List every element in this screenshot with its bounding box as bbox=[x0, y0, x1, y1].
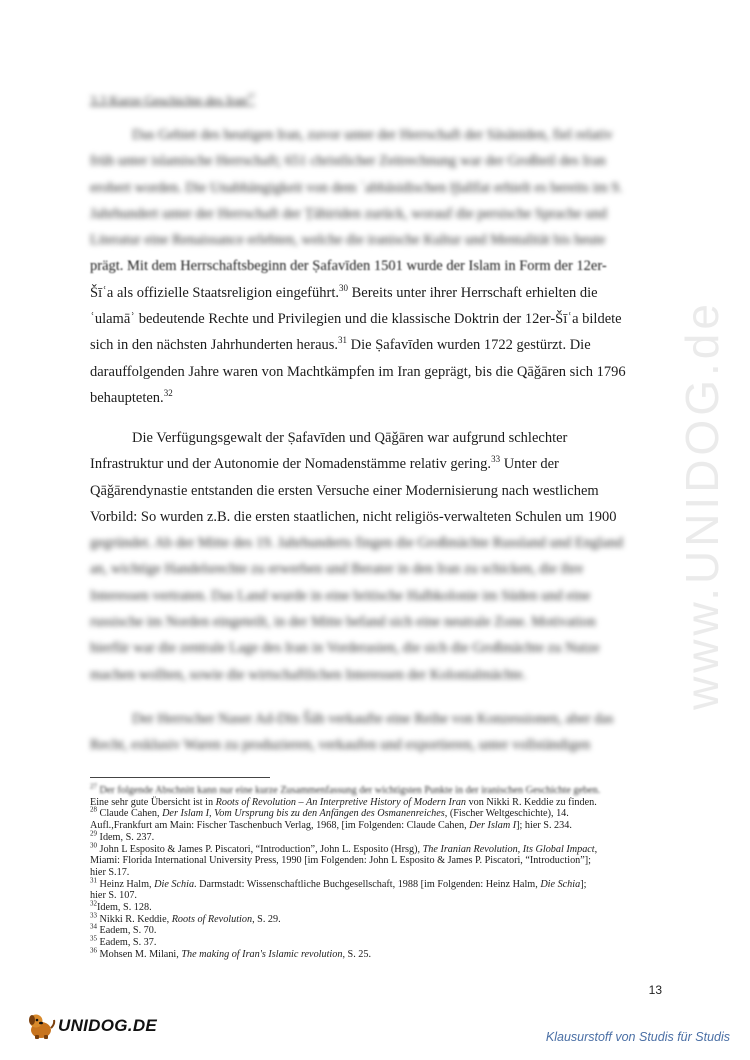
text-line: gegründet. Ab der Mitte des 19. Jahrhunderts fingen die Großmächte Russland und England bbox=[90, 535, 624, 552]
footnote-title: Der Islam I bbox=[469, 820, 517, 832]
footnote-text: Eadem, S. 70. bbox=[97, 925, 157, 937]
footnote-line bbox=[90, 829, 670, 844]
footnote-separator bbox=[90, 777, 270, 778]
footnote-text: Mohsen M. Milani, bbox=[97, 948, 182, 960]
footnote-text: John L Esposito & James P. Piscatori, “Introduction”, John L. Esposito (Hrsg), bbox=[97, 843, 423, 855]
footnote-line bbox=[90, 934, 670, 949]
paragraph-2-blurred bbox=[90, 530, 658, 688]
logo-text: UNIDOG.DE bbox=[58, 1016, 158, 1035]
dog-icon bbox=[26, 1012, 56, 1040]
text-line: Vorbild: So wurden z.B. die ersten staatlichen, nicht religiös-verwalteten Schulen um 1900 bbox=[90, 508, 617, 525]
footnote-title: The Iranian Revolution, Its Global Impact bbox=[422, 843, 595, 855]
footnote-number: 31 bbox=[90, 876, 97, 885]
footnote-text: ]; bbox=[580, 878, 587, 890]
paragraph-2-clear bbox=[90, 425, 658, 530]
footnote-number: 35 bbox=[90, 934, 97, 943]
footnote-text: Miami: Florida International University Press, 1990 [im Folgenden: John L Esposito & James P. Piscatori, “Introduction”]; bbox=[90, 855, 592, 867]
text-line: Recht, exklusiv Waren zu produzieren, verkaufen und exportieren, unter vollständigen bbox=[90, 737, 591, 754]
text-line: Der Herrscher Naser Ad-Dīn Šāh verkaufte eine Reihe von Konzessionen, aber das bbox=[132, 711, 614, 727]
footnote-text: Claude Cahen, bbox=[97, 808, 163, 820]
footnote-line bbox=[90, 890, 670, 902]
footnotes bbox=[90, 782, 670, 961]
paragraph-2 bbox=[90, 425, 658, 688]
text-line: Das Gebiet des heutigen Iran, zuvor unter der Herrschaft der Sāsāniden, fiel relativ bbox=[132, 127, 613, 143]
footnote-text: Nikki R. Keddie, bbox=[97, 913, 172, 925]
footnote-text: Eine sehr gute Übersicht ist in bbox=[90, 796, 216, 808]
page-number: 13 bbox=[648, 983, 662, 997]
footnote-line bbox=[90, 876, 670, 891]
footnote-text: , S. 25. bbox=[342, 948, 372, 960]
footnote-number: 29 bbox=[90, 829, 97, 838]
paragraph-3 bbox=[90, 706, 658, 759]
footnote-text: Aufl.,Frankfurt am Main: Fischer Taschenbuch Verlag, 1968, [im Folgenden: Claude Cahen, bbox=[90, 820, 470, 832]
text-line: Jahrhundert unter der Herrschaft der Ṭāhiriden zurück, worauf die persische Sprache und bbox=[90, 205, 607, 222]
footnote-line bbox=[90, 797, 670, 809]
footnote-title: Der Islam I, Vom Ursprung bis zu den Anfängen des Osmanenreiches bbox=[162, 808, 445, 820]
footnote-line bbox=[90, 925, 670, 937]
footnote-number: 28 bbox=[90, 806, 97, 815]
footnote-number: 33 bbox=[90, 911, 97, 920]
text-line: an, wichtige Handelsrechte zu erwerben und Berater in den Iran zu schicken, die ihre bbox=[90, 561, 584, 578]
text-line: russische im Norden eingeteilt, in der Mitte befand sich eine neutrale Zone. Motivation bbox=[90, 614, 596, 631]
footnote-text: hier S. 107. bbox=[90, 890, 137, 902]
text-line: Literatur eine Renaissance erlebten, welche die iranische Kultur und Mentalität bis heute bbox=[90, 232, 606, 249]
paragraph-1-blurred bbox=[90, 122, 658, 253]
footnote-text: , bbox=[594, 843, 598, 855]
text-line: Die Verfügungsgewalt der Ṣafavīden und Qāǧāren war aufgrund schlechter bbox=[132, 430, 568, 446]
footnote-number: 32 bbox=[90, 899, 97, 908]
text-line: ʿulamāʾ bedeutende Rechte und Privilegien und die klassische Doktrin der 12er-Šīʿa bildete bbox=[90, 311, 622, 328]
footnote-number: 36 bbox=[90, 946, 97, 955]
footnote-text: Idem, S. 237. bbox=[97, 831, 155, 843]
footnote-title: Roots of Revolution bbox=[171, 913, 253, 925]
footnote-text: Heinz Halm, bbox=[97, 878, 155, 890]
footnote-line bbox=[90, 855, 670, 867]
text-line: Interessen vertraten. Das Land wurde in eine britische Halbkolonie im Süden und eine bbox=[90, 587, 591, 604]
text-line: behaupteten.$^{32}$ bbox=[90, 388, 173, 406]
footnote-title: The making of Iran's Islamic revolution bbox=[181, 948, 343, 960]
footnote-number: 30 bbox=[90, 841, 97, 850]
footnote-text: hier S.17. bbox=[90, 866, 130, 878]
footnote-number: 34 bbox=[90, 923, 97, 932]
paragraph-1-clear bbox=[90, 280, 658, 411]
text-line: darauffolgenden Jahre waren von Machtkämpfen im Iran geprägt, bis die Qāǧāren sich 1796 bbox=[90, 363, 626, 380]
footnote-line bbox=[90, 946, 670, 961]
text-line: früh unter islamische Herrschaft; 651 christlicher Zeitrechnung war der Großteil des Iran bbox=[90, 153, 606, 170]
footnote-27: $^{27}$ Der folgende Abschnitt kann nur eine kurze Zusammenfassung der wichtigsten Punkte in der iranischen Geschichte geben. bbox=[90, 782, 601, 796]
text-line: sich in den nächsten Jahrhunderten heraus.$^{31}$ Die Ṣafavīden wurden 1722 gestürzt. Die bbox=[90, 335, 591, 354]
text-line: Qāǧārendynastie entstanden die ersten Versuche einer Modernisierung nach westlichem bbox=[90, 482, 599, 499]
footnote-list bbox=[90, 797, 670, 961]
footnote-line bbox=[90, 911, 670, 926]
footer-tagline: Klausurstoff von Studis für Studis bbox=[545, 1030, 730, 1044]
text-line: Šīʿa als offizielle Staatsreligion eingeführt.$^{30}$ Bereits unter ihrer Herrschaft erhielten die bbox=[90, 282, 598, 301]
footnote-title: Roots of Revolution – An Interpretive History of Modern Iran bbox=[215, 796, 467, 808]
footnote-line bbox=[90, 841, 670, 856]
footnote-text: ]; hier S. 234. bbox=[516, 820, 572, 832]
logo bbox=[26, 1012, 157, 1040]
footnote-text: Idem, S. 128. bbox=[97, 902, 152, 914]
footnote-title: Die Schia bbox=[154, 878, 195, 890]
text-line: machen wollten, sowie die wirtschaftlichen Interessen der Kolonialmächte. bbox=[90, 666, 527, 683]
footnote-text: Eadem, S. 37. bbox=[97, 937, 157, 949]
footnote-line bbox=[90, 808, 670, 820]
text-line: Infrastruktur und der Autonomie der Nomadenstämme relativ gering.$^{33}$ Unter der bbox=[90, 454, 559, 473]
paragraph-1 bbox=[90, 122, 658, 411]
footnote-line bbox=[90, 820, 670, 832]
text-line-partial: prägt. Mit dem Herrschaftsbeginn der Ṣafavīden 1501 wurde der Islam in Form der 12er- bbox=[90, 258, 607, 275]
section-heading: 3.3 Kurze Geschichte des Iran$^{27}$ bbox=[90, 92, 256, 108]
footnote-text: von Nikki R. Keddie zu finden. bbox=[466, 796, 597, 808]
footnote-text: . Darmstadt: Wissenschaftliche Buchgesellschaft, 1988 [im Folgenden: Heinz Halm, bbox=[194, 878, 541, 890]
footnote-title: Die Schia bbox=[540, 878, 581, 890]
footnote-line bbox=[90, 899, 670, 914]
footnote-line bbox=[90, 867, 670, 879]
watermark: www.UNIDOG.de bbox=[676, 300, 729, 710]
footnote-text: , S. 29. bbox=[252, 913, 281, 925]
text-line: erobert worden. Die Unabhängigkeit von dem ʿabbāsidischen Ḫalīfat erhielt es bereits im 9. bbox=[90, 179, 623, 196]
text-line: hierfür war die zentrale Lage des Iran in Vorderasien, die sich die Großmächte zu Nutze bbox=[90, 640, 600, 657]
footnote-text: , (Fischer Weltgeschichte), 14. bbox=[444, 808, 569, 820]
